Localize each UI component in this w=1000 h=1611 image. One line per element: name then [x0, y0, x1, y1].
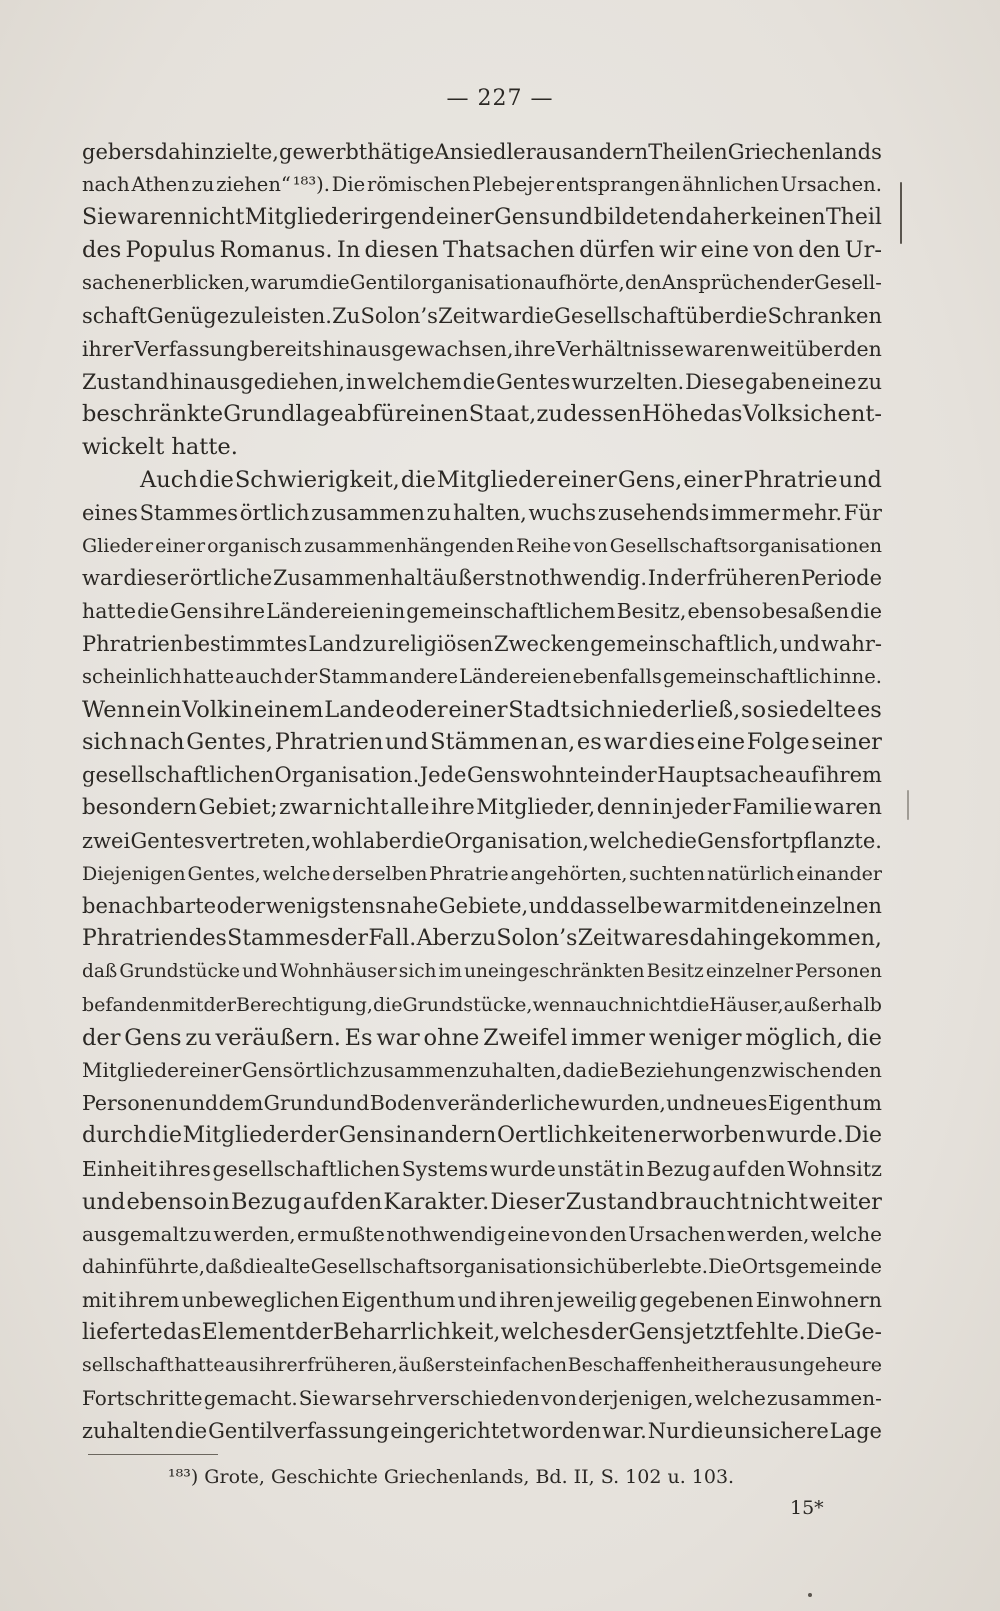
text-line: besondern Gebiet; zwar nicht alle ihre Mitglieder, denn in jeder Familie waren [82, 794, 882, 820]
text-line: wickelt hatte. [82, 434, 238, 461]
text-line: gebers dahin zielte, gewerbthätige Ansiedler aus andern Theilen Griechenlands [82, 140, 882, 164]
text-line: Glieder einer organisch zusammenhängenden Reihe von Gesellschaftsorganisationen [82, 534, 882, 557]
text-line: daß Grundstücke und Wohnhäuser sich im uneingeschränkten Besitz einzelner Personen [82, 960, 882, 982]
text-line: dahin führte, daß die alte Gesellschaftsorganisation sich überlebte. Die Ortsgemeinde [82, 1255, 882, 1279]
text-line: Auch die Schwierigkeit, die Mitglieder einer Gens, einer Phratrie und [140, 466, 882, 493]
margin-mark [907, 790, 909, 820]
text-line: ihrer Verfassung bereits hinausgewachsen, ihre Verhältnisse waren weit über den [82, 336, 882, 361]
text-line: sachen erblicken, warum die Gentilorganisation aufhörte, den Ansprüchen der Gesell- [82, 271, 882, 295]
page-number: — 227 — [446, 86, 554, 111]
text-line: benachbarte oder wenigstens nahe Gebiete, und dasselbe war mit den einzelnen [82, 894, 882, 919]
text-line: gesellschaftlichen Organisation. Jede Gens wohnte in der Hauptsache auf ihrem [82, 763, 882, 788]
text-line: Mitglieder einer Gens örtlich zusammenzuhalten, da die Beziehungen zwischen den [82, 1058, 882, 1083]
text-line: der Gens zu veräußern. Es war ohne Zweifel immer weniger möglich, die [82, 1024, 882, 1051]
text-line: eines Stammes örtlich zusammen zu halten, wuchs zusehends immer mehr. Für [82, 500, 882, 525]
text-line: des Populus Romanus. In diesen Thatsachen dürfen wir eine von den Ur- [82, 237, 882, 264]
text-line: durch die Mitglieder der Gens in andern Oertlichkeiten erworben wurde. Die [82, 1122, 882, 1148]
text-line: und ebenso in Bezug auf den Karakter. Dieser Zustand braucht nicht weiter [82, 1188, 882, 1215]
text-line: beschränkte Grundlage ab für einen Staat, zu dessen Höhe das Volk sich ent- [82, 401, 882, 428]
dust-speck [808, 1593, 812, 1597]
body-text [82, 136, 882, 1481]
text-line: scheinlich hatte auch der Stamm andere Ländereien ebenfalls gemeinschaftlich inne. [82, 664, 882, 688]
footnote-divider [88, 1454, 218, 1455]
text-line: Phratrien des Stammes der Fall. Aber zu Solon’s Zeit war es dahin gekommen, [82, 926, 882, 952]
text-line: Diejenigen Gentes, welche derselben Phratrie angehörten, suchten natürlich einander [82, 862, 882, 885]
signature-mark: 15* [790, 1497, 824, 1519]
footnote: ¹⁸³) Grote, Geschichte Griechenlands, Bd. II, S. 102 u. 103. [168, 1466, 735, 1488]
text-line: sellschaft hatte aus ihrer früheren, äußerst einfachen Beschaffenheit heraus ungeheure [82, 1354, 882, 1377]
text-line: Fortschritte gemacht. Sie war sehr verschieden von derjenigen, welche zusammen- [82, 1386, 882, 1411]
text-line: mit ihrem unbeweglichen Eigenthum und ihren jeweilig gegebenen Einwohnern [82, 1287, 882, 1312]
text-line: Personen und dem Grund und Boden veränderliche wurden, und neues Eigenthum [82, 1091, 882, 1116]
text-line: befanden mit der Berechtigung, die Grundstücke, wenn auch nicht die Häuser, außerhalb [82, 993, 882, 1016]
text-line: hatte die Gens ihre Ländereien in gemeinschaftlichem Besitz, ebenso besaßen die [82, 599, 882, 624]
text-line: lieferte das Element der Beharrlichkeit, welches der Gens jetzt fehlte. Die Ge- [82, 1319, 882, 1345]
text-line: sich nach Gentes, Phratrien und Stämmen an, es war dies eine Folge seiner [82, 729, 882, 756]
text-line: zwei Gentes vertreten, wohl aber die Organisation, welche die Gens fortpflanzte. [82, 828, 882, 853]
text-line: Phratrien bestimmtes Land zu religiösen Zwecken gemeinschaftlich, und wahr- [82, 631, 882, 656]
text-line: schaft Genüge zu leisten. Zu Solon’s Zeit war die Gesellschaft über die Schranken [82, 303, 882, 328]
text-line: zuhalten die Gentilverfassung eingerichtet worden war. Nur die unsichere Lage [82, 1419, 882, 1444]
text-line: Sie waren nicht Mitglieder irgend einer Gens und bildeten daher keinen Theil [82, 204, 882, 230]
text-line: Einheit ihres gesellschaftlichen Systems wurde unstät in Bezug auf den Wohnsitz [82, 1156, 882, 1181]
text-line: Wenn ein Volk in einem Lande oder einer Stadt sich niederließ, so siedelte es [82, 696, 882, 723]
text-line: Zustand hinausgediehen, in welchem die Gentes wurzelten. Diese gaben eine zu [82, 369, 882, 394]
text-line: war dieser örtliche Zusammenhalt äußerst nothwendig. In der früheren Periode [82, 566, 882, 591]
margin-mark [900, 182, 902, 244]
text-line: nach Athen zu ziehen“ ¹⁸³). Die römischen Plebejer entsprangen ähnlichen Ursachen. [82, 172, 882, 196]
text-line: ausgemalt zu werden, er mußte nothwendig eine von den Ursachen werden, welche [82, 1222, 882, 1247]
